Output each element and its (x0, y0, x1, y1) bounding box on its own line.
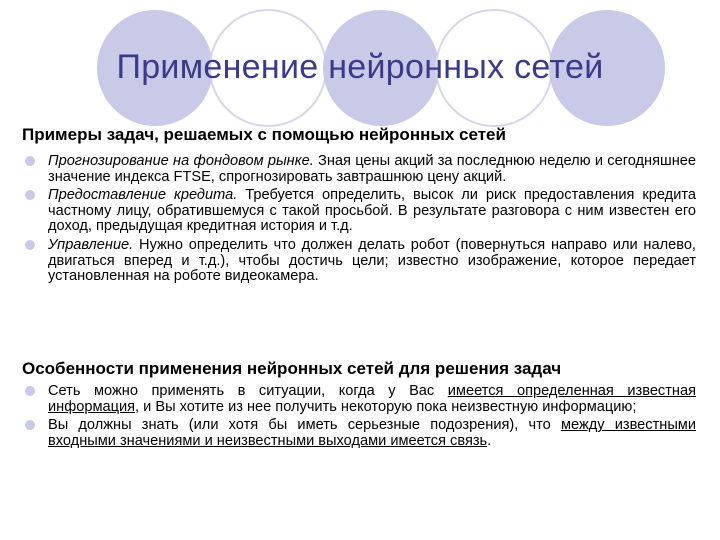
section1-list (22, 154, 696, 288)
item-underlined-text: имеется определенная известная информация (48, 383, 696, 415)
bullet-icon (25, 190, 35, 200)
bullet-icon (25, 156, 35, 166)
bullet-icon (25, 420, 35, 430)
section1-heading: Примеры задач, решаемых с помощью нейронных сетей (22, 125, 506, 144)
list-item (22, 188, 696, 235)
item-lead: Предоставление кредита. (48, 187, 238, 204)
section2-list (22, 384, 696, 452)
list-item (22, 238, 696, 285)
item-lead: Управление. (48, 236, 134, 253)
item-lead: Прогнозирование на фондовом рынке. (48, 153, 314, 169)
item-underlined-text: между известными входными значениями и неизвестными выходами имеется связь (48, 417, 696, 449)
item-text: Сеть можно применять в ситуации, когда у Вас (48, 383, 448, 399)
item-text: , и Вы хотите из нее получить некоторую пока неизвестную информацию; (135, 398, 637, 415)
bullet-icon (25, 240, 35, 250)
section2-heading: Особенности применения нейронных сетей для решения задач (22, 359, 562, 378)
bullet-icon (25, 386, 35, 396)
item-text: Нужно определить что должен делать робот (повернуться направо или налево, двигаться вперед и т.д.), чтобы достичь цели; известно изображение, которое передает установленная на роботе видеокамера. (48, 236, 696, 285)
item-text: Требуется определить, высок ли риск предоставления кредита частному лицу, обратившемуся с такой просьбой. В результате разговора с ним известен его доход, предыдущая кредитная история и т.д. (48, 187, 696, 235)
item-text: Вы должны знать (или хотя бы иметь серьезные подозрения), что (48, 417, 561, 434)
list-item (22, 384, 696, 415)
list-item (22, 418, 696, 449)
item-text: . (487, 432, 492, 449)
item-text: Зная цены акций за последнюю неделю и сегодняшнее значение индекса FTSE, спрогнозировать завтрашнюю цену акций. (48, 153, 696, 185)
slide-title: Применение нейронных сетей (116, 48, 604, 86)
list-item (22, 154, 696, 185)
